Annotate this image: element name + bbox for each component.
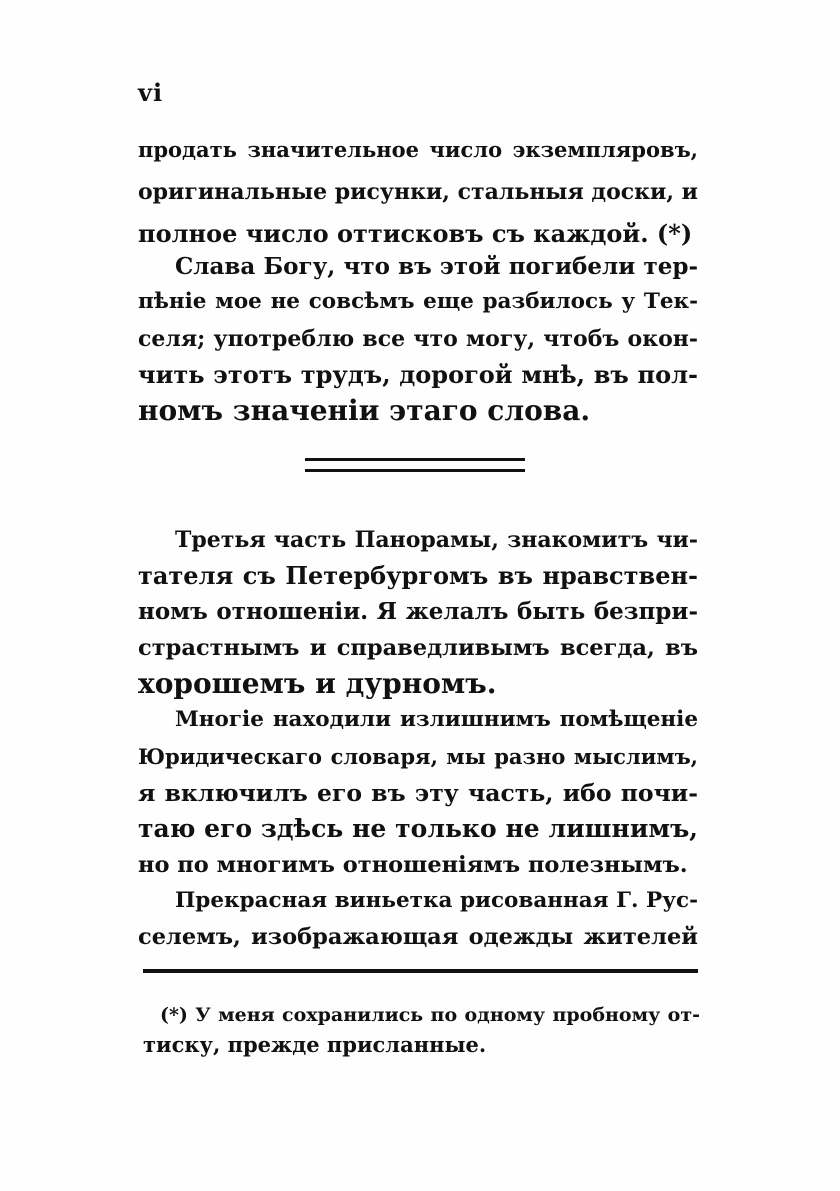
page-number: vi [138,78,164,107]
section-divider [305,458,525,472]
text-line: продать значительное число экземпляровъ, [138,137,698,162]
text-line: страстнымъ и справедливымъ всегда, въ [138,635,698,661]
text-line: пѣніе мое не совсѣмъ еще разбилось у Тек- [138,289,698,314]
text-line: Многіе находили излишнимъ помѣщеніе [175,707,698,732]
text-line: номъ значеніи этаго слова. [138,394,591,427]
footnote-line: (*) У меня сохранились по одному пробному от- [160,1004,700,1026]
text-line: Юридическаго словаря, мы разно мыслимъ, [138,744,698,769]
text-line: хорошемъ и дурномъ. [138,667,497,700]
footnote-line: тиску, прежде присланные. [143,1032,487,1057]
text-line: полное число оттисковъ съ каждой. (*) [138,219,693,248]
text-line: Прекрасная виньетка рисованная Г. Рус- [175,888,698,913]
text-line: Слава Богу, что въ этой погибели тер- [175,253,698,280]
text-line: селя; употреблю все что могу, чтобъ окон- [138,326,698,352]
text-line: оригинальные рисунки, стальныя доски, и [138,179,698,205]
text-line: таю его здѣсь не только не лишнимъ, [138,814,698,843]
text-line: селемъ, изображающая одежды жителей [138,924,698,950]
text-line: Третья часть Панорамы, знакомитъ чи- [175,527,698,553]
text-line: тателя съ Петербургомъ въ нравствен- [138,561,698,590]
text-line: номъ отношеніи. Я желалъ быть безпри- [138,598,698,625]
text-line: чить этотъ трудъ, дорогой мнѣ, въ пол- [138,360,698,389]
footnote-rule [143,969,698,973]
text-line: но по многимъ отношеніямъ полезнымъ. [138,852,688,878]
text-line: я включилъ его въ эту часть, ибо почи- [138,779,698,807]
